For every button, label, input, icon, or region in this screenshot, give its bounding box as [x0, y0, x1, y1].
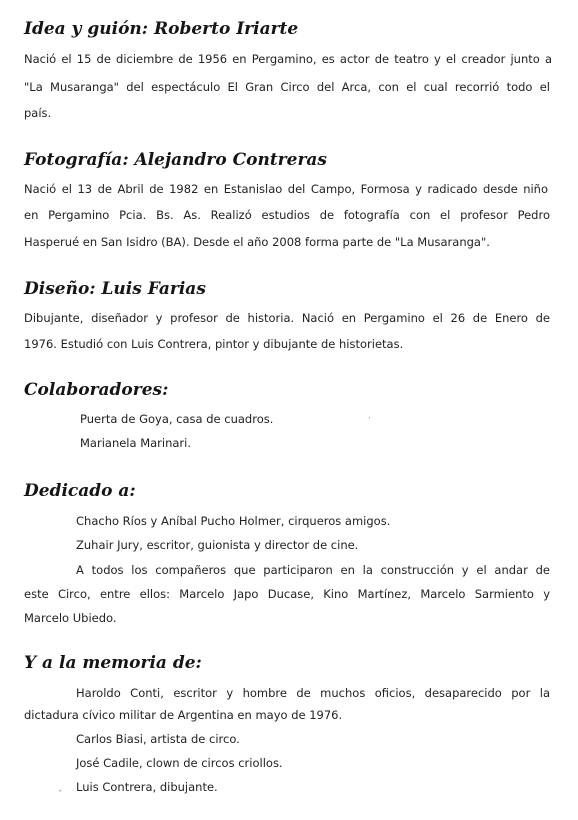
- dedication-item: Zuhair Jury, escritor, guionista y director de cine.: [76, 538, 359, 552]
- memoriam-item: Carlos Biasi, artista de circo.: [76, 732, 240, 746]
- section-heading-fotografia: Fotografía: Alejandro Contreras: [24, 150, 327, 170]
- memoriam-item: Luis Contrera, dibujante.: [76, 780, 218, 794]
- bio-line: Nació el 15 de diciembre de 1956 en Pergamino, es actor de teatro y el creador junto a: [24, 52, 552, 66]
- scan-speck: ·: [368, 414, 371, 424]
- section-heading-dedicado: Dedicado a:: [24, 481, 136, 501]
- collaborator-item: Puerta de Goya, casa de cuadros.: [80, 412, 274, 426]
- section-heading-diseno: Diseño: Luis Farias: [24, 279, 206, 299]
- bio-line: Dibujante, diseñador y profesor de historia. Nació en Pergamino el 26 de Enero de: [24, 311, 550, 325]
- bio-line: 1976. Estudió con Luis Contrera, pintor y dibujante de historietas.: [24, 337, 404, 351]
- section-heading-colaboradores: Colaboradores:: [24, 380, 169, 400]
- collaborator-item: Marianela Marinari.: [80, 436, 192, 450]
- dedication-item: Chacho Ríos y Aníbal Pucho Holmer, cirqueros amigos.: [76, 514, 391, 528]
- bio-line: "La Musaranga" del espectáculo El Gran Circo del Arca, con el cual recorrió todo el: [24, 80, 550, 94]
- section-heading-idea-guion: Idea y guión: Roberto Iriarte: [24, 19, 299, 39]
- bio-line: en Pergamino Pcia. Bs. As. Realizó estudios de fotografía con el profesor Pedro: [24, 208, 550, 222]
- section-heading-memoria: Y a la memoria de:: [24, 653, 202, 673]
- scan-speck: ˇ: [58, 790, 63, 800]
- dedication-item: A todos los compañeros que participaron en la construcción y el andar de: [76, 563, 550, 577]
- memoriam-item: Haroldo Conti, escritor y hombre de muchos oficios, desaparecido por la: [76, 686, 550, 700]
- bio-line: Nació el 13 de Abril de 1982 en Estanislao del Campo, Formosa y radicado desde niño: [24, 182, 548, 196]
- memoriam-item: dictadura cívico militar de Argentina en mayo de 1976.: [24, 708, 343, 722]
- bio-line: país.: [24, 106, 52, 120]
- dedication-item: este Circo, entre ellos: Marcelo Japo Ducase, Kino Martínez, Marcelo Sarmiento y: [24, 587, 550, 601]
- bio-line: Hasperué en San Isidro (BA). Desde el año 2008 forma parte de "La Musaranga".: [24, 235, 490, 249]
- dedication-item: Marcelo Ubiedo.: [24, 611, 117, 625]
- memoriam-item: José Cadile, clown de circos criollos.: [76, 756, 283, 770]
